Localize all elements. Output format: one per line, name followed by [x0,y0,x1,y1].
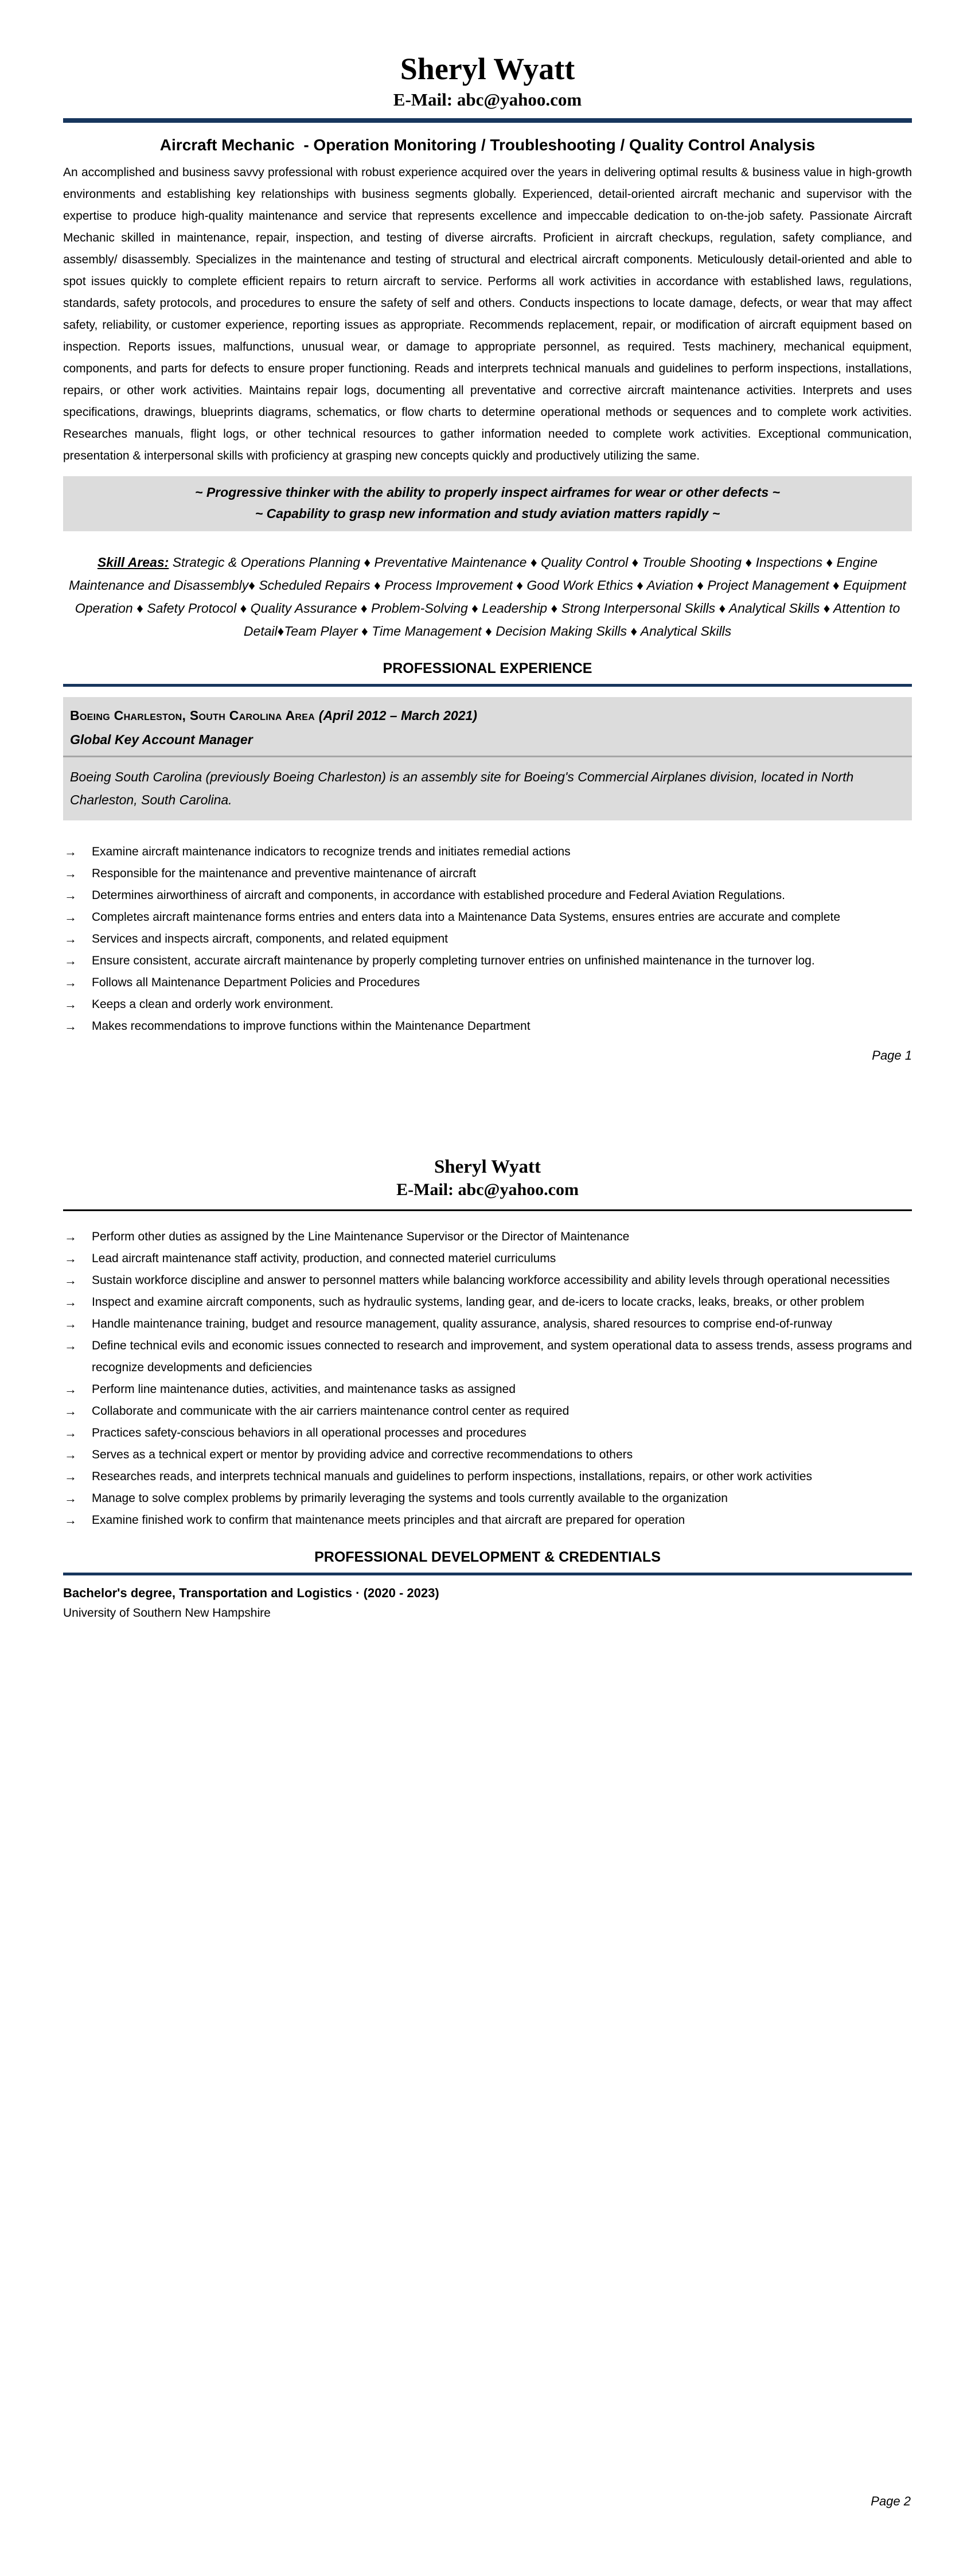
school-line: University of Southern New Hampshire [63,1606,271,1620]
skill-areas-label: Skill Areas: [97,555,169,570]
arrow-bullet-icon: → [64,1491,77,1505]
bullet-item [63,1015,912,1037]
bullet-item [63,906,912,928]
page2-header-rule [63,1209,912,1211]
bullet-text: Researches reads, and interprets technical manuals and guidelines to perform inspections, installations, repairs, or other work activities [92,1470,812,1483]
skill-areas [63,551,912,643]
bullet-text: Define technical evils and economic issues connected to research and improvement, and system operational data to assess trends, assess programs and recognize developments and deficiencies [92,1339,912,1374]
bullet-item [63,972,912,994]
bullet-item [63,1313,912,1335]
arrow-bullet-icon: → [64,932,77,946]
arrow-bullet-icon: → [64,1404,77,1418]
page1-candidate-name: Sheryl Wyatt [400,52,575,86]
arrow-bullet-icon: → [64,888,77,902]
arrow-bullet-icon: → [64,1513,77,1527]
header-divider-bar [63,118,912,123]
arrow-bullet-icon: → [64,1382,77,1396]
page1-bullet-list [63,841,912,1037]
bullet-text: Lead aircraft maintenance staff activity, production, and connected materiel curriculums [92,1252,556,1265]
degree-line: Bachelor's degree, Transportation and Logistics · (2020 - 2023) [63,1586,439,1600]
bullet-text: Perform line maintenance duties, activities, and maintenance tasks as assigned [92,1383,516,1396]
bullet-item [63,1291,912,1313]
tagline-line-2: ~ Capability to grasp new information and study aviation matters rapidly ~ [255,506,720,521]
bullet-text: Examine finished work to confirm that maintenance meets principles and that aircraft are prepared for operation [92,1513,685,1527]
page1-footer: Page 1 [872,1048,912,1063]
bullet-text: Handle maintenance training, budget and resource management, quality assurance, analysis, shared resources to comprise end-of-runway [92,1317,833,1330]
bullet-text: Makes recommendations to improve functions within the Maintenance Department [92,1019,531,1033]
summary-paragraph: An accomplished and business savvy professional with robust experience acquired over the years in delivering optimal results & business value in high-growth environments and establishing key relationships with business segments globally. Experienced, detail-oriented aircraft mechanic and supervisor with the expertise to produce high-quality maintenance and service that represents excellence and impeccable dedication to on-the-job safety. Passionate Aircraft Mechanic skilled in maintenance, repair, inspection, and testing of diverse aircrafts. Proficient in aircraft checkups, regulation, safety compliance, and assembly/ disassembly. Specializes in the maintenance and testing of structural and electrical aircraft components. Meticulously detail-oriented and able to spot issues quickly to complete efficient repairs to return aircraft to service. Performs all work activities in accordance with established laws, regulations, standards, safety protocols, and procedures to ensure the safety of self and others. Conducts inspections to locate damage, defects, or wear that may affect safety, reliability, or customer experience, reporting issues as appropriate. Recommends replacement, repair, or modification of aircraft equipment based on inspection. Reports issues, malfunctions, unusual wear, or damage to appropriate personnel, as required. Tests machinery, mechanical equipment, components, and parts for defects to ensure proper functioning. Reads and interprets technical manuals and guidelines to perform inspections, installations, repairs, or other work activities. Maintains repair logs, documenting all preventative and corrective aircraft maintenance activities. Interprets and uses specifications, drawings, blueprints diagrams, schematics, or flow charts to determine operational methods or sequences and to complete work activities. Researches manuals, flight logs, or other technical resources to gather information needed to complete work activities. Exceptional communication, presentation & interpersonal skills with proficiency at grasping new concepts quickly and productively utilizing the same. [63,166,912,462]
arrow-bullet-icon: → [64,1317,77,1331]
arrow-bullet-icon: → [64,866,77,881]
section-header-credentials: PROFESSIONAL DEVELOPMENT & CREDENTIALS [314,1549,661,1565]
bullet-text: Inspect and examine aircraft components, such as hydraulic systems, landing gear, and de-icers to locate cracks, leaks, breaks, or other problem [92,1295,864,1309]
bullet-item [63,1248,912,1270]
arrow-bullet-icon: → [64,1295,77,1309]
bullet-item [63,1379,912,1400]
bullet-item [63,994,912,1015]
bullet-item [63,1466,912,1488]
bullet-item [63,928,912,950]
arrow-bullet-icon: → [64,1469,77,1484]
bullet-item [63,1444,912,1466]
arrow-bullet-icon: → [64,954,77,968]
skill-areas-list: Strategic & Operations Planning ♦ Preventative Maintenance ♦ Quality Control ♦ Trouble Shooting ♦ Inspections ♦ Engine Maintenance and Disassembly♦ Scheduled Repairs ♦ Process Improvement ♦ Good Work Ethics ♦ Aviation ♦ Project Management ♦ Equipment Operation ♦ Safety Protocol ♦ Quality Assurance ♦ Problem-Solving ♦ Leadership ♦ Strong Interpersonal Skills ♦ Analytical Skills ♦ Attention to Detail♦Team Player ♦ Time Management ♦ Decision Making Skills ♦ Analytical Skills [68,555,907,639]
resume-document [63,52,912,1622]
section-divider-bar [63,684,912,687]
arrow-bullet-icon: → [64,1426,77,1440]
page2-email: E-Mail: abc@yahoo.com [396,1180,579,1199]
bullet-item [63,1488,912,1509]
bullet-item [63,1335,912,1379]
section-header-professional-experience: PROFESSIONAL EXPERIENCE [383,660,592,676]
arrow-bullet-icon: → [64,1273,77,1287]
company-description: Boeing South Carolina (previously Boeing Charleston) is an assembly site for Boeing's Commercial Airplanes division, located in North Charleston, South Carolina. [63,757,912,820]
resume-headline: Aircraft Mechanic - Operation Monitoring / Troubleshooting / Quality Control Analysis [159,136,816,154]
tagline-line-1: ~ Progressive thinker with the ability to properly inspect airframes for wear or other defects ~ [195,485,780,500]
bullet-text: Completes aircraft maintenance forms entries and enters data into a Maintenance Data Systems, ensures entries are accurate and complete [92,910,841,924]
bullet-item [63,1422,912,1444]
page1-email: E-Mail: abc@yahoo.com [393,90,582,110]
arrow-bullet-icon: → [64,1251,77,1266]
bullet-text: Keeps a clean and orderly work environment. [92,998,334,1011]
employer-line [70,705,905,726]
employer-name: Boeing Charleston, South Carolina Area [70,708,319,723]
credentials-divider-bar [63,1573,912,1575]
bullet-text: Manage to solve complex problems by primarily leveraging the systems and tools currently available to the organization [92,1492,728,1505]
page2-bullet-list [63,1226,912,1531]
bullet-item [63,1400,912,1422]
employment-dates: (April 2012 – March 2021) [318,708,477,723]
arrow-bullet-icon: → [64,1338,77,1353]
bullet-item [63,1270,912,1291]
arrow-bullet-icon: → [64,1019,77,1033]
arrow-bullet-icon: → [64,910,77,924]
bullet-item [63,863,912,885]
bullet-text: Services and inspects aircraft, components, and related equipment [92,932,448,945]
bullet-item [63,885,912,906]
bullet-item [63,1226,912,1248]
arrow-bullet-icon: → [64,845,77,859]
bullet-text: Follows all Maintenance Department Policies and Procedures [92,976,420,989]
bullet-text: Examine aircraft maintenance indicators to recognize trends and initiates remedial actions [92,845,571,858]
arrow-bullet-icon: → [64,1447,77,1462]
page2-footer: Page 2 [871,2494,911,2508]
bullet-text: Sustain workforce discipline and answer to personnel matters while balancing workforce accessibility and ability levels through operational necessities [92,1274,890,1287]
bullet-text: Responsible for the maintenance and preventive maintenance of aircraft [92,867,477,880]
employer-block [63,697,912,756]
bullet-text: Serves as a technical expert or mentor by providing advice and corrective recommendations to others [92,1448,633,1461]
bullet-text: Ensure consistent, accurate aircraft maintenance by properly completing turnover entries on unfinished maintenance in the turnover log. [92,954,815,967]
bullet-item [63,950,912,972]
arrow-bullet-icon: → [64,1229,77,1244]
arrow-bullet-icon: → [64,975,77,990]
bullet-item [63,841,912,863]
bullet-text: Practices safety-conscious behaviors in all operational processes and procedures [92,1426,526,1439]
arrow-bullet-icon: → [64,997,77,1011]
tagline-block [63,476,912,531]
bullet-text: Perform other duties as assigned by the Line Maintenance Supervisor or the Director of Maintenance [92,1230,630,1243]
job-title: Global Key Account Manager [70,732,253,747]
bullet-text: Collaborate and communicate with the air carriers maintenance control center as required [92,1404,570,1418]
page2-candidate-name: Sheryl Wyatt [434,1157,541,1177]
bullet-text: Determines airworthiness of aircraft and components, in accordance with established procedure and Federal Aviation Regulations. [92,889,785,902]
bullet-item [63,1509,912,1531]
